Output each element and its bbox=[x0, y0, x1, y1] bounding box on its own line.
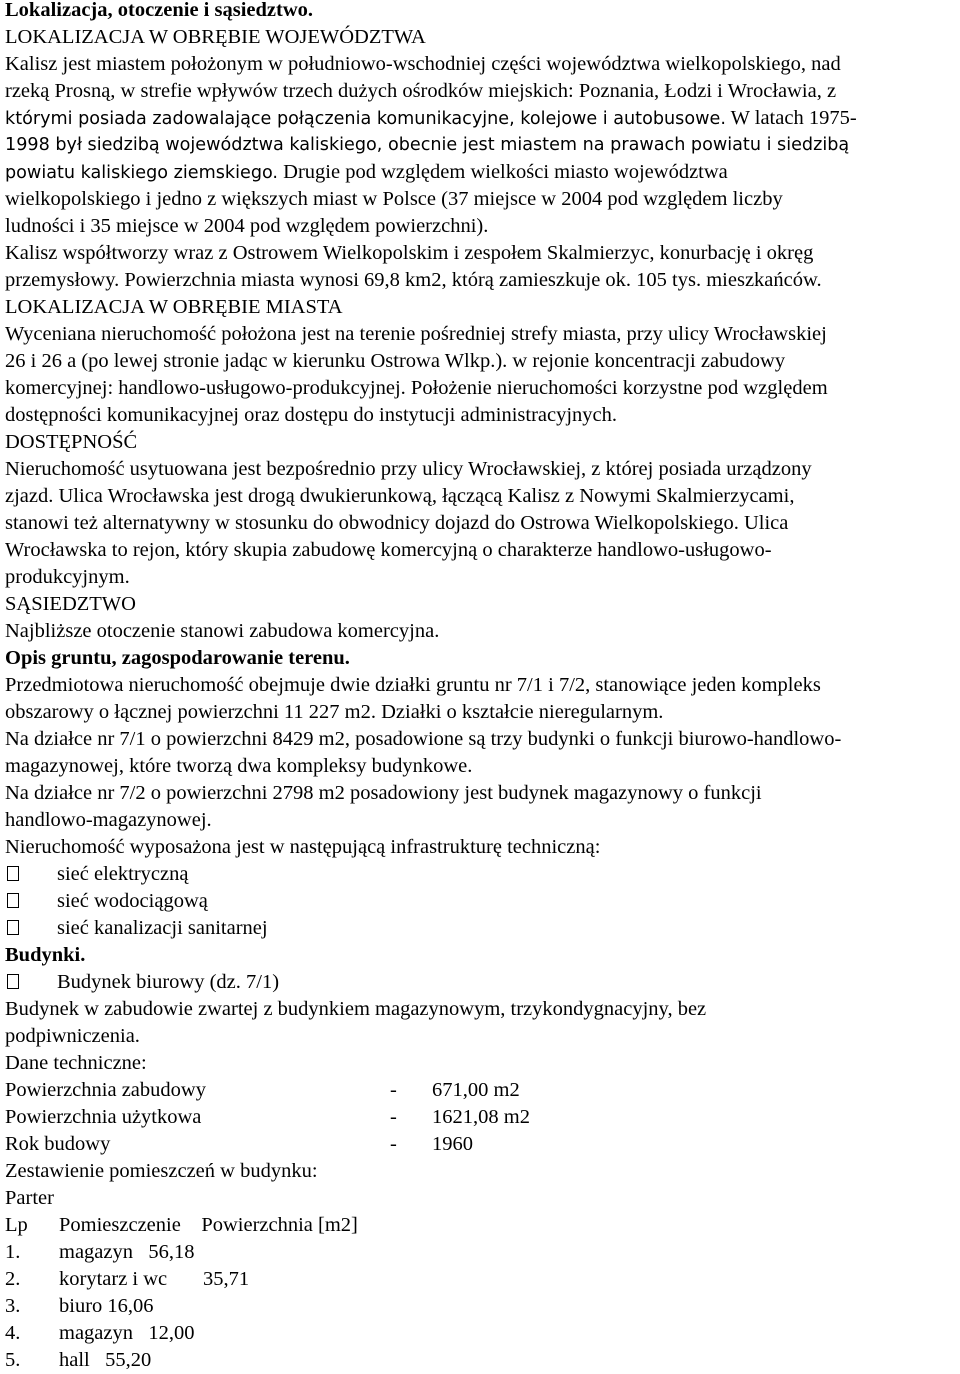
document-title: Lokalizacja, otoczenie i sąsiedztwo. bbox=[5, 0, 314, 21]
paragraph-line: 1998 był siedzibą województwa kaliskiego, obecnie jest miastem na prawach powiatu i siedzibą bbox=[5, 135, 850, 155]
table-header: Lp Pomieszczenie Powierzchnia [m2] bbox=[5, 1214, 358, 1236]
paragraph-line: stanowi też alternatywny w stosunku do obwodnicy dojazd do Ostrowa Wielkopolskiego. Ulica bbox=[5, 512, 789, 534]
list-item: sieć elektryczną bbox=[5, 861, 955, 888]
checkbox-bullet-icon bbox=[7, 866, 19, 881]
tech-row: Rok budowy - 1960 bbox=[5, 1133, 473, 1155]
table-row: 2. korytarz i wc 35,71 bbox=[5, 1268, 250, 1290]
tech-row: Powierzchnia zabudowy - 671,00 m2 bbox=[5, 1079, 520, 1101]
paragraph-line: Nieruchomość usytuowana jest bezpośrednio przy ulicy Wrocławskiej, z której posiada urządzony bbox=[5, 458, 812, 480]
paragraph-line: Wyceniana nieruchomość położona jest na terenie pośredniej strefy miasta, przy ulicy Wrocławskiej bbox=[5, 323, 827, 345]
paragraph-line: produkcyjnym. bbox=[5, 566, 130, 588]
paragraph-line: podpiwniczenia. bbox=[5, 1025, 140, 1047]
paragraph-line: Budynek w zabudowie zwartej z budynkiem magazynowym, trzykondygnacyjny, bez bbox=[5, 998, 707, 1020]
paragraph-line: Kalisz jest miastem położonym w południowo-wschodniej części województwa wielkopolskiego, nad bbox=[5, 53, 841, 75]
list-item: sieć wodociągową bbox=[5, 888, 955, 915]
paragraph-line: wielkopolskiego i jedno z większych miast w Polsce (37 miejsce w 2004 pod względem liczby bbox=[5, 188, 783, 210]
table-row: 1. magazyn 56,18 bbox=[5, 1241, 195, 1263]
table-row: 5. hall 55,20 bbox=[5, 1349, 152, 1371]
paragraph-line: Na działce nr 7/1 o powierzchni 8429 m2, posadowione są trzy budynki o funkcji biurowo-handlowo- bbox=[5, 728, 842, 750]
paragraph-line: Najbliższe otoczenie stanowi zabudowa komercyjna. bbox=[5, 620, 440, 642]
tech-row: Powierzchnia użytkowa - 1621,08 m2 bbox=[5, 1106, 530, 1128]
section-heading-land: Opis gruntu, zagospodarowanie terenu. bbox=[5, 647, 350, 669]
paragraph-line: Na działce nr 7/2 o powierzchni 2798 m2 posadowiony jest budynek magazynowy o funkcji bbox=[5, 782, 762, 804]
paragraph-line: zjazd. Ulica Wrocławska jest drogą dwukierunkową, łączącą Kalisz z Nowymi Skalmierzycami, bbox=[5, 485, 795, 507]
checkbox-bullet-icon bbox=[7, 974, 19, 989]
paragraph-line: Przedmiotowa nieruchomość obejmuje dwie działki gruntu nr 7/1 i 7/2, stanowiące jeden kompleks bbox=[5, 674, 821, 696]
paragraph-line: ludności i 35 miejsce w 2004 pod względem powierzchni). bbox=[5, 215, 489, 237]
section-heading-neighbourhood: SĄSIEDZTWO bbox=[5, 593, 136, 615]
table-row: 4. magazyn 12,00 bbox=[5, 1322, 195, 1344]
checkbox-bullet-icon bbox=[7, 920, 19, 935]
list-item: Budynek biurowy (dz. 7/1) bbox=[5, 969, 955, 996]
paragraph-line: przemysłowy. Powierzchnia miasta wynosi 69,8 km2, którą zamieszkuje ok. 105 tys. mieszkańców. bbox=[5, 269, 822, 291]
section-heading-voivodeship: LOKALIZACJA W OBRĘBIE WOJEWÓDZTWA bbox=[5, 26, 426, 48]
section-heading-buildings: Budynki. bbox=[5, 944, 86, 966]
paragraph-line: powiatu kaliskiego ziemskiego. Drugie pod względem wielkości miasto województwa bbox=[5, 161, 728, 183]
paragraph-line: magazynowej, które tworzą dwa kompleksy budynkowe. bbox=[5, 755, 473, 777]
floor-label: Parter bbox=[5, 1187, 54, 1209]
section-heading-city: LOKALIZACJA W OBRĘBIE MIASTA bbox=[5, 296, 343, 318]
rooms-label: Zestawienie pomieszczeń w budynku: bbox=[5, 1160, 318, 1182]
paragraph-line: Wrocławska to rejon, który skupia zabudowę komercyjną o charakterze handlowo-usługowo- bbox=[5, 539, 772, 561]
paragraph-line: 26 i 26 a (po lewej stronie jadąc w kierunku Ostrowa Wlkp.). w rejonie koncentracji zabudowy bbox=[5, 350, 786, 372]
paragraph-line: Nieruchomość wyposażona jest w następującą infrastrukturę techniczną: bbox=[5, 836, 601, 858]
paragraph-line: rzeką Prosną, w strefie wpływów trzech dużych ośrodków miejskich: Poznania, Łodzi i Wrocławia, z bbox=[5, 80, 837, 102]
paragraph-line: Kalisz współtworzy wraz z Ostrowem Wielkopolskim i zespołem Skalmierzyc, konurbację i okręg bbox=[5, 242, 814, 264]
paragraph-line: którymi posiada zadowalające połączenia komunikacyjne, kolejowe i autobusowe. W latach 1975- bbox=[5, 107, 857, 129]
section-heading-access: DOSTĘPNOŚĆ bbox=[5, 431, 138, 453]
paragraph-line: obszarowy o łącznej powierzchni 11 227 m2. Działki o kształcie nieregularnym. bbox=[5, 701, 664, 723]
list-item: sieć kanalizacji sanitarnej bbox=[5, 915, 955, 942]
paragraph-line: dostępności komunikacyjnej oraz dostępu do instytucji administracyjnych. bbox=[5, 404, 618, 426]
paragraph-line: komercyjnej: handlowo-usługowo-produkcyjnej. Położenie nieruchomości korzystne pod względem bbox=[5, 377, 828, 399]
paragraph-line: handlowo-magazynowej. bbox=[5, 809, 212, 831]
checkbox-bullet-icon bbox=[7, 893, 19, 908]
table-row: 3. biuro 16,06 bbox=[5, 1295, 154, 1317]
tech-data-label: Dane techniczne: bbox=[5, 1052, 147, 1074]
